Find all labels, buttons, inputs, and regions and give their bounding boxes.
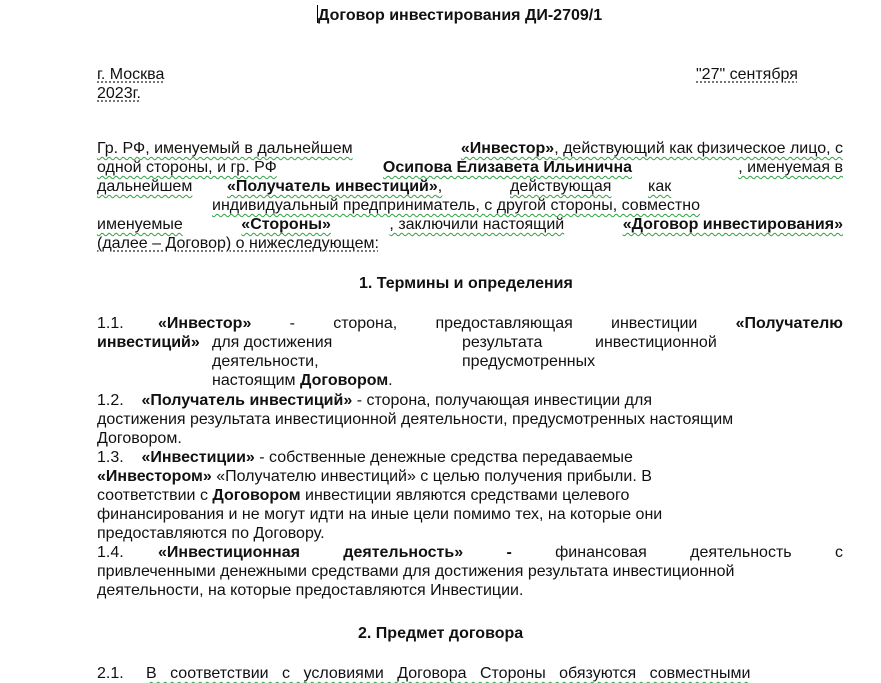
clause-1-1-line-2c: результата [462, 334, 543, 351]
clause-1-3-line-1: 1.3. «Инвестиции» - собственные денежные средства передаваемые [97, 449, 633, 466]
clause-1-1-num: 1.1. [97, 315, 124, 332]
contract-date: "27" сентября [696, 66, 798, 83]
clause-2-1-line-1: В соответствии с условиями Договора Стороны обязуются совместными [146, 665, 751, 682]
clause-1-1-line-3a: деятельности, [212, 353, 319, 370]
clause-1-3-line-3: соответствии с Договором инвестиции являются средствами целевого [97, 487, 630, 504]
intro-line-3b: «Получатель инвестиций», [227, 178, 443, 195]
intro-line-6: (далее – Договор) о нижеследующем: [97, 235, 379, 252]
clause-1-1-line-2b: для достижения [212, 334, 333, 351]
clause-1-4-num: 1.4. [97, 544, 124, 561]
clause-1-1-line-3b: предусмотренных [462, 353, 596, 370]
intro-line-5: именуемые «Стороны» , заключили настоящий «Договор инвестирования» [97, 216, 843, 233]
intro-line-4: индивидуальный предприниматель, с другой стороны, совместно [212, 197, 700, 214]
clause-1-1-line-1: «Инвестор» - сторона, предоставляющая инвестиции «Получателю [158, 315, 843, 332]
clause-1-3-line-4: финансирования и не могут идти на иные цели помимо тех, на которые они [97, 506, 663, 523]
intro-line-2: одной стороны, и гр. РФ Осипова Елизавета Ильинична , именуемая в [97, 159, 843, 176]
clause-1-1-line-4: настоящим Договором. [212, 372, 393, 389]
clause-1-4-line-2: привлеченными денежными средствами для достижения результата инвестиционной [97, 563, 735, 580]
document-title: Договор инвестирования ДИ-2709/1 [318, 7, 603, 24]
clause-1-2-line-1: 1.2. «Получатель инвестиций» - сторона, получающая инвестиции для [97, 392, 652, 409]
section-2-heading: 2. Предмет договора [358, 625, 524, 642]
clause-1-3-line-2: «Инвестором» «Получателю инвестиций» с целью получения прибыли. В [97, 468, 652, 485]
contract-year: 2023г. [97, 85, 141, 102]
intro-line-1: Гр. РФ, именуемый в дальнейшем «Инвестор», действующий как физическое лицо, с [97, 140, 843, 157]
intro-line-3: дальнейшем [97, 178, 193, 195]
clause-1-1-line-2d: инвестиционной [595, 334, 717, 351]
clause-1-4-line-3: деятельности, на которые предоставляются Инвестиции. [97, 582, 524, 599]
clause-1-1-line-2a: инвестиций» [97, 334, 200, 351]
section-1-heading: 1. Термины и определения [359, 275, 573, 292]
clause-1-3-line-5: предоставляются по Договору. [97, 525, 325, 542]
city-label: г. Москва [97, 66, 165, 83]
clause-1-2-line-3: Договором. [97, 430, 182, 447]
clause-1-4-line-1: «Инвестиционная деятельность» - финансовая деятельность с [158, 544, 843, 561]
intro-line-3d: как [648, 178, 672, 195]
intro-line-3c: действующая [510, 178, 612, 195]
clause-2-1-num: 2.1. [97, 665, 124, 682]
clause-1-2-line-2: достижения результата инвестиционной деятельности, предусмотренных настоящим [97, 411, 734, 428]
